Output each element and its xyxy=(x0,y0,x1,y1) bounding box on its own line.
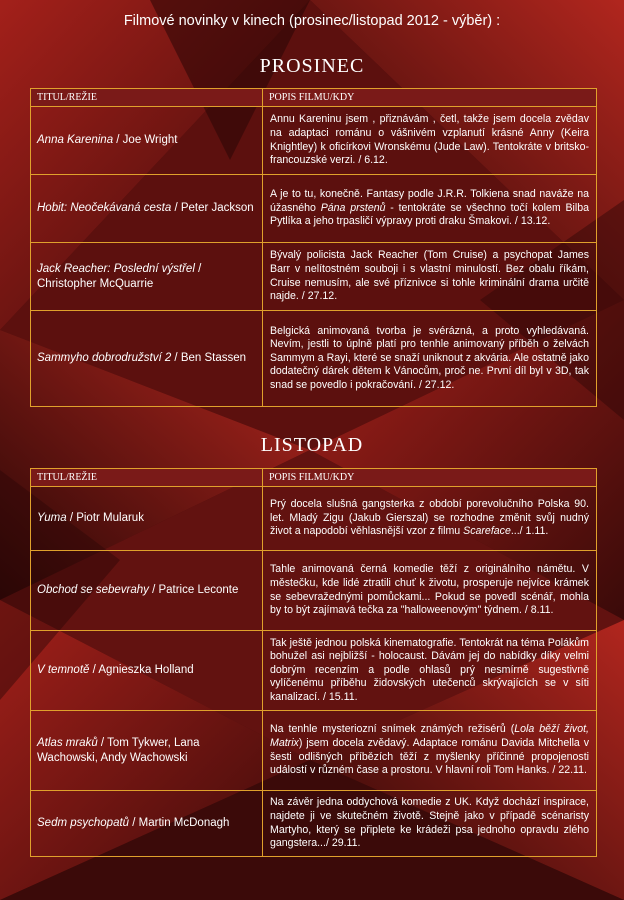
page-title: Filmové novinky v kinech (prosinec/listopad 2012 - výběr) : xyxy=(123,13,501,29)
description-text: Na závěr jedna oddychová komedie z UK. Když dochází inspirace, najdete ji ve skutečném životě. Stejně jako v případě scénaristy Martyho, který se připlete ke krádeži psa jednoho opravdu zlého gangstera.../ 29.11. xyxy=(270,796,589,850)
description-text: ) jsem docela zvědavý. Adaptace románu Davida Mitchella v šesti odlišných příbězích těží z myšlenky příčinné propojenosti událostí v různém čase a prostoru. V hlavní roli Tom Hanks. / 22.11. xyxy=(270,736,589,777)
film-title: Jack Reacher: Poslední výstřel xyxy=(37,262,195,275)
film-director: / Tom Tykwer, Lana Wachowski, Andy Wachowski xyxy=(37,736,200,764)
film-director: / Agnieszka Holland xyxy=(89,664,194,676)
film-title: Yuma xyxy=(37,512,67,524)
film-description xyxy=(263,631,597,711)
column-header-description: POPIS FILMU/KDY xyxy=(263,469,597,487)
description-italic-text: Pána prstenů xyxy=(320,201,386,214)
table-row xyxy=(31,243,597,311)
film-title: Anna Karenina xyxy=(37,134,114,146)
film-description xyxy=(263,487,597,551)
film-title-cell xyxy=(31,711,263,791)
film-description xyxy=(263,551,597,631)
description-text: Tak ještě jednou polská kinematografie. Tentokrát na téma Polákům bohužel asi nejbližší - holocaust. Dávám jej do nabídky díky velmi dobrým recenzím a podle ohlasů prý nesmírně sugestivně vylíčenému příběhu židovských utečenců skrývajících se v síti kanalizací. / 15.11. xyxy=(270,636,589,703)
description-text: Belgická animovaná tvorba je svérázná, a proto vyhledávaná. Nevím, jestli to úplně platí pro tenhle animovaný příběh o želvách Sammym a Rayi, které se snaží uniknout z akvária. Ale ostatně jako dodatečný dárek dětem k Vánocům, proč ne. První díl byl v 3D, tak snad se povedlo i pokračování. / 27.12. xyxy=(270,324,589,391)
description-text: .../ 1.11. xyxy=(510,525,549,538)
section-heading-listopad: LISTOPAD xyxy=(260,434,364,456)
film-director: / Ben Stassen xyxy=(171,352,247,364)
table-row xyxy=(31,311,597,407)
description-text: Bývalý policista Jack Reacher (Tom Cruise) a psychopat James Barr v nelítostném souboji i s vlastní minulostí. Bez obalu říkám, Cruise nemusím, ale své příznivce si tohle kriminální drama určitě najde. / 27.12. xyxy=(270,249,589,303)
film-title-cell xyxy=(31,791,263,857)
film-title-cell xyxy=(31,107,263,175)
description-text: Annu Kareninu jsem , přiznávám , četl, takže jsem docela zvědav na adaptaci románu o vášnivém vzplanutí krásné Anny (Keira Knightley) k oficírkovi Wronskému (Jude Law). Tentokráte v britsko-francouzské verzi. / 6.12. xyxy=(270,113,589,167)
table-header-row xyxy=(31,89,597,107)
table-row xyxy=(31,791,597,857)
film-title: V temnotě xyxy=(37,664,90,676)
film-title: Obchod se sebevrahy xyxy=(37,584,149,596)
description-text: A je to tu, konečně. Fantasy podle J.R.R. Tolkiena snad naváže na úžasného xyxy=(270,188,589,214)
film-title-cell xyxy=(31,311,263,407)
description-text: Tahle animovaná černá komedie těží z originálního námětu. V městečku, kde lidé ztratili chuť k životu, prosperuje nejvíce krámek se sebevražednými pomůckami... Pokud se povedl scénář, mohla by to být zajímavá tečka za "halloweenovým" týdnem. / 8.11. xyxy=(270,563,589,617)
film-description xyxy=(263,243,597,311)
table-row xyxy=(31,631,597,711)
film-table-listopad xyxy=(30,468,597,857)
film-title-cell xyxy=(31,551,263,631)
column-header-title: TITUL/REŽIE xyxy=(31,89,263,107)
table-row xyxy=(31,107,597,175)
table-row xyxy=(31,551,597,631)
film-director: / Christopher McQuarrie xyxy=(37,262,202,290)
section-heading-prosinec: PROSINEC xyxy=(259,55,365,77)
film-title-cell xyxy=(31,175,263,243)
film-director: / Patrice Leconte xyxy=(148,584,239,596)
description-text: Na tenhle mysteriozní snímek známých režisérů ( xyxy=(270,723,515,736)
film-table-prosinec xyxy=(30,88,597,407)
table-row xyxy=(31,487,597,551)
film-description xyxy=(263,107,597,175)
description-text: Prý docela slušná gangsterka z období porevolučního Polska 90. let. Mladý Zigu (Jakub Gierszal) se rozhodne změnit svůj nudný život a napodobí věhlasnější vzor z filmu xyxy=(270,498,589,538)
description-italic-text: Lola běží život, Matrix xyxy=(270,723,590,749)
film-title: Sedm psychopatů xyxy=(37,817,130,829)
film-description xyxy=(263,791,597,857)
film-title: Atlas mraků xyxy=(37,736,98,749)
description-italic-text: Scareface xyxy=(463,525,511,538)
film-director: / Joe Wright xyxy=(113,134,178,146)
film-description xyxy=(263,175,597,243)
film-description xyxy=(263,311,597,407)
film-description xyxy=(263,711,597,791)
film-director: / Martin McDonagh xyxy=(129,817,230,829)
column-header-description: POPIS FILMU/KDY xyxy=(263,89,597,107)
table-row xyxy=(31,175,597,243)
film-title-cell xyxy=(31,487,263,551)
column-header-title: TITUL/REŽIE xyxy=(31,469,263,487)
table-row xyxy=(31,711,597,791)
film-director: / Piotr Mularuk xyxy=(66,512,144,524)
film-title: Hobit: Neočekávaná cesta xyxy=(37,202,172,214)
film-title-cell xyxy=(31,631,263,711)
description-text: - tentokráte se všechno točí kolem Bilba Pytlíka a jeho trpasličí výpravy proti draku Šmakovi. / 13.12. xyxy=(270,201,590,228)
table-header-row xyxy=(31,469,597,487)
film-title: Sammyho dobrodružství 2 xyxy=(37,352,172,364)
film-director: / Peter Jackson xyxy=(171,202,254,214)
film-title-cell xyxy=(31,243,263,311)
